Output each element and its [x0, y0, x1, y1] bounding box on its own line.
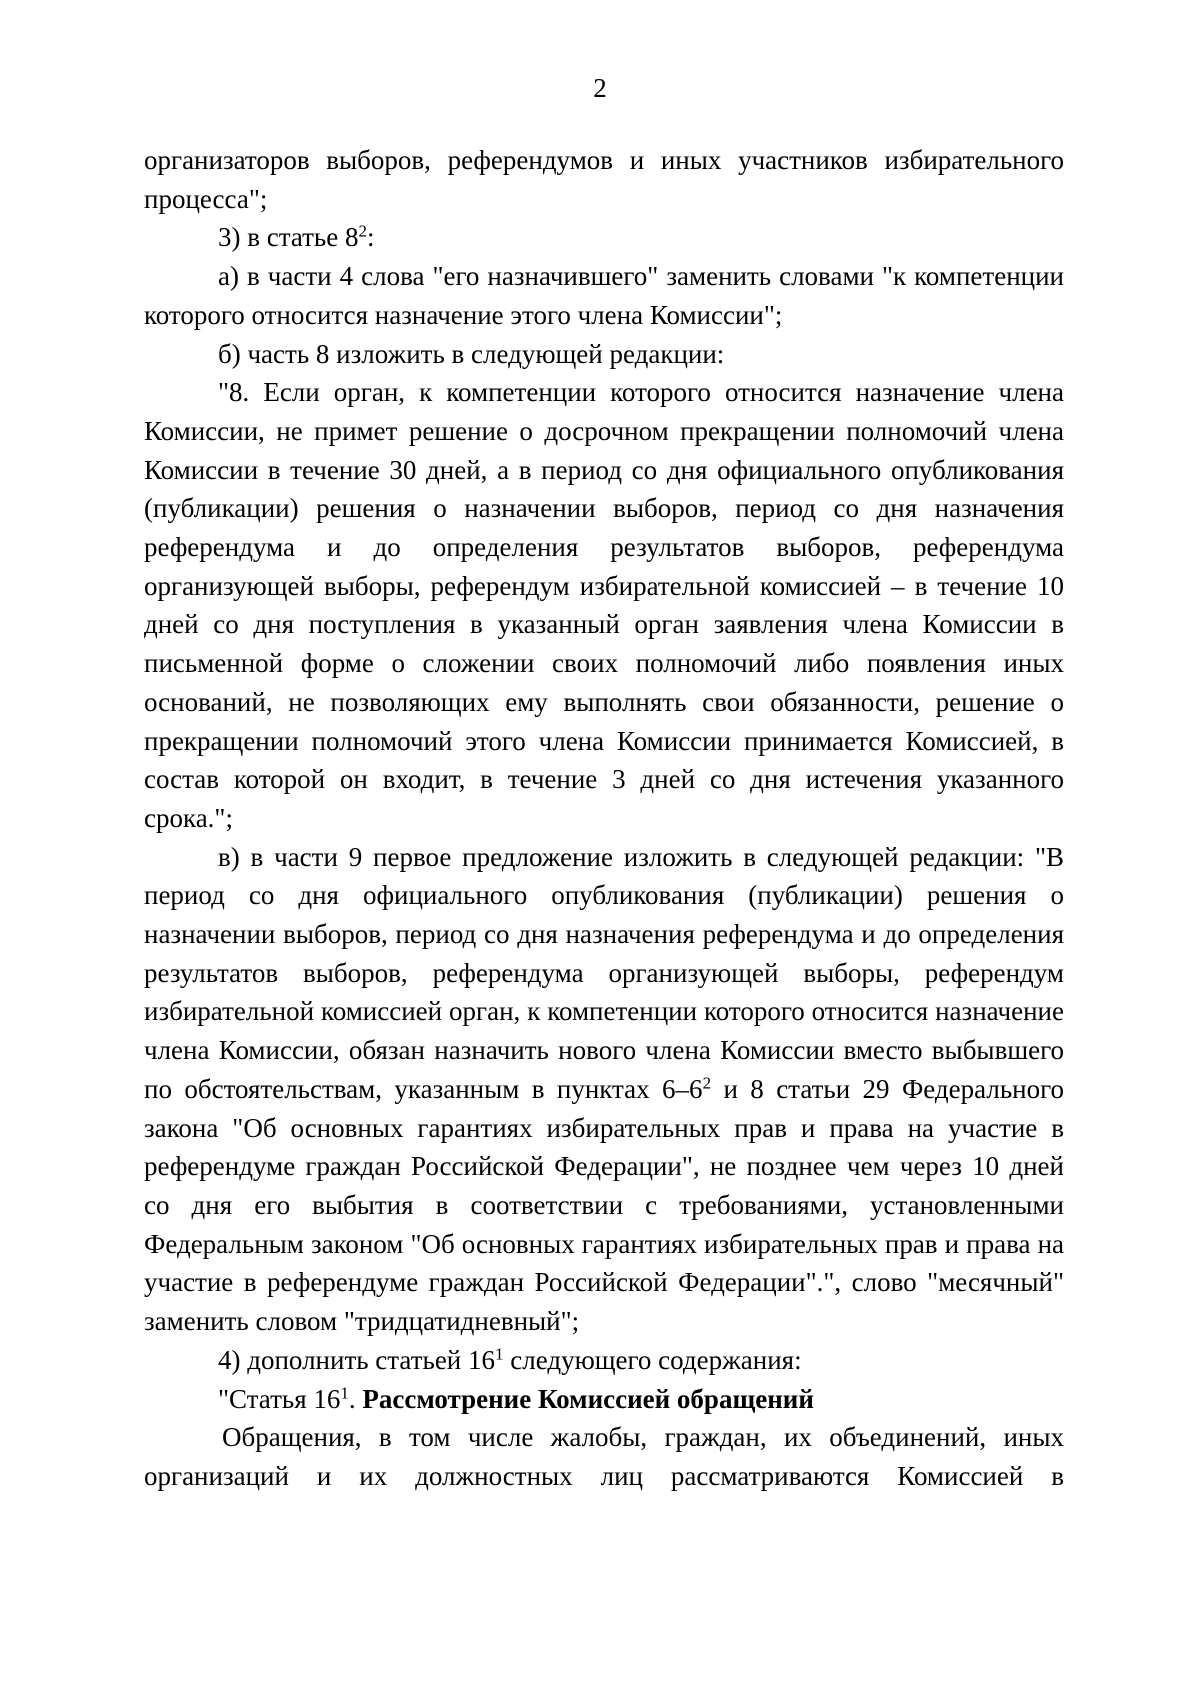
paragraph-subitem-v [144, 838, 1064, 1341]
paragraph-appeals: Обращения, в том числе жалобы, граждан, их объединений, иных организаций и их должностных лиц рассматриваются Комиссией в [144, 1422, 1064, 1491]
article-heading [144, 1380, 1064, 1419]
paragraph-part-8-text: "8. Если орган, к компетенции которого относится назначение члена Комиссии, не примет решение о досрочном прекращении полномочий члена Комиссии в течение 30 дней, а в период со дня официального опубликования (публикации) решения о назначении выборов, период со дня назначения референдума и до определения результатов выборов, референдума организующей выборы, референдум избирательной комиссией – в течение 10 дней со дня поступления в указанный орган заявления члена Комиссии в письменной форме о сложении своих полномочий либо появления иных оснований, не позволяющих ему выполнять свои обязанности, решение о прекращении полномочий этого члена Комиссии принимается Комиссией, в состав которой он входит, в течение 3 дней со дня истечения указанного срока."; [144, 377, 1064, 833]
document-body [144, 141, 1064, 1496]
article-title: Рассмотрение Комиссией обращений [362, 1383, 814, 1414]
article-superscript: 2 [358, 222, 367, 242]
item-4-text: 4) дополнить статьей 16 [218, 1344, 496, 1375]
paragraph-subitem-a: а) в части 4 слова "его назначившего" заменить словами "к компетенции которого относится назначение этого члена Комиссии"; [144, 261, 1064, 330]
page-number: 2 [593, 73, 607, 103]
paragraph-subitem-b: б) часть 8 изложить в следующей редакции: [218, 338, 725, 369]
paragraph-item-3 [144, 218, 1064, 257]
point-superscript: 2 [702, 1073, 712, 1093]
item-3-text: 3) в статье 8 [218, 222, 359, 253]
article-heading-superscript: 1 [340, 1383, 349, 1403]
article-16-superscript: 1 [495, 1344, 504, 1364]
subitem-v-text-2: и 8 статьи 29 Федерального закона "Об основных гарантиях избирательных прав и права на участие в референдуме граждан Российской Федерации", не позднее чем через 10 дней со дня его выбытия в соответствии с требованиями, установленными Федеральным законом "Об основных гарантиях избирательных прав и права на участие в референдуме граждан Российской Федерации".", слово "месячный" заменить словом "тридцатидневный"; [144, 1073, 1064, 1337]
item-3-colon: : [366, 222, 375, 253]
paragraph-continuation: организаторов выборов, референдумов и иных участников избирательного процесса"; [144, 145, 1064, 214]
article-label: "Статья 16 [218, 1383, 341, 1414]
paragraph-item-4 [144, 1341, 1064, 1380]
article-heading-dot: . [348, 1383, 363, 1414]
subitem-v-text-1: в) в части 9 первое предложение изложить в следующей редакции: "В период со дня официального опубликования (публикации) решения о назначении выборов, период со дня назначения референдума и до определения результатов выборов, референдума организующей выборы, референдум избирательной комиссией орган, к компетенции которого относится назначение члена Комиссии, обязан назначить нового члена Комиссии вместо выбывшего по обстоятельствам, указанным в пунктах 6–6 [144, 841, 1064, 1104]
item-4-rest: следующего содержания: [503, 1344, 802, 1375]
